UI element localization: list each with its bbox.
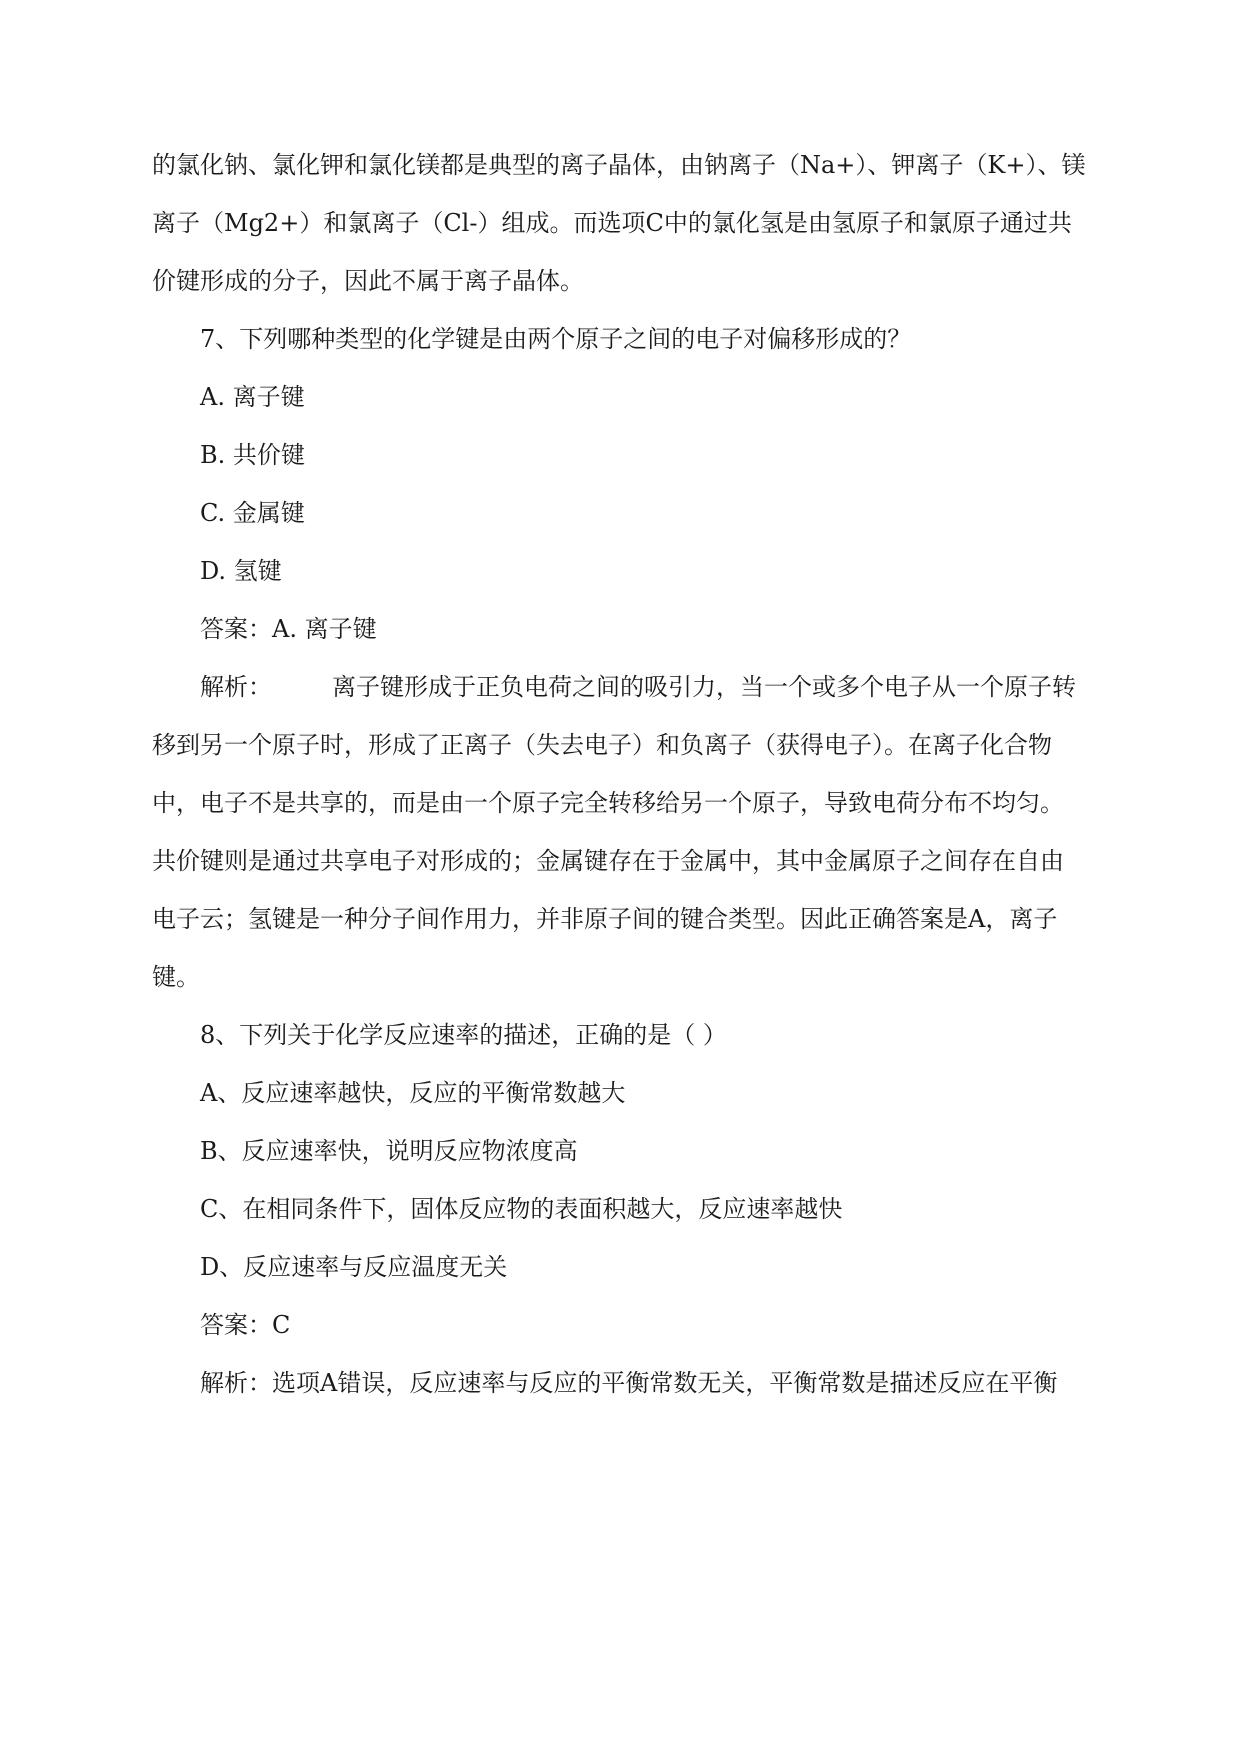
q7-explanation-line-3: 中，电子不是共享的，而是由一个原子完全转移给另一个原子，导致电荷分布不均匀。 — [152, 789, 1064, 817]
question-7: 7、下列哪种类型的化学键是由两个原子之间的电子对偏移形成的？ — [200, 325, 912, 353]
q7-answer: 答案：A. 离子键 — [200, 615, 377, 643]
q7-option-b: B. 共价键 — [200, 441, 305, 469]
q8-answer: 答案：C — [200, 1311, 291, 1339]
prev-explanation-line-1: 的氯化钠、氯化钾和氯化镁都是典型的离子晶体，由钠离子（Na+）、钾离子（K+）、镁 — [152, 151, 1086, 179]
q8-option-b: B、反应速率快，说明反应物浓度高 — [200, 1137, 578, 1165]
prev-explanation-line-3: 价键形成的分子，因此不属于离子晶体。 — [152, 267, 584, 295]
q7-option-d: D. 氢键 — [200, 557, 282, 585]
q7-explanation-text-1: 离子键形成于正负电荷之间的吸引力，当一个或多个电子从一个原子转 — [332, 673, 1076, 701]
prev-explanation-line-2: 离子（Mg2+）和氯离子（Cl-）组成。而选项C中的氯化氢是由氢原子和氯原子通过共 — [152, 209, 1072, 237]
q8-option-d: D、反应速率与反应温度无关 — [200, 1253, 508, 1281]
q7-explanation-line-4: 共价键则是通过共享电子对形成的；金属键存在于金属中，其中金属原子之间存在自由 — [152, 847, 1064, 875]
q8-option-a: A、反应速率越快，反应的平衡常数越大 — [200, 1079, 626, 1107]
q7-option-a: A. 离子键 — [200, 383, 305, 411]
q7-option-c: C. 金属键 — [200, 499, 305, 527]
q7-explanation-label: 解析： — [200, 673, 272, 701]
q7-explanation-line-5: 电子云；氢键是一种分子间作用力，并非原子间的键合类型。因此正确答案是A，离子 — [152, 905, 1058, 933]
q8-explanation-line-1: 解析：选项A错误，反应速率与反应的平衡常数无关，平衡常数是描述反应在平衡 — [200, 1369, 1058, 1397]
q8-option-c: C、在相同条件下，固体反应物的表面积越大，反应速率越快 — [200, 1195, 843, 1223]
question-8: 8、下列关于化学反应速率的描述，正确的是（ ） — [200, 1021, 727, 1049]
q7-explanation-line-6: 键。 — [152, 963, 200, 991]
q7-explanation-line-1 — [200, 672, 1076, 702]
q7-explanation-line-2: 移到另一个原子时，形成了正离子（失去电子）和负离子（获得电子）。在离子化合物 — [152, 731, 1052, 759]
